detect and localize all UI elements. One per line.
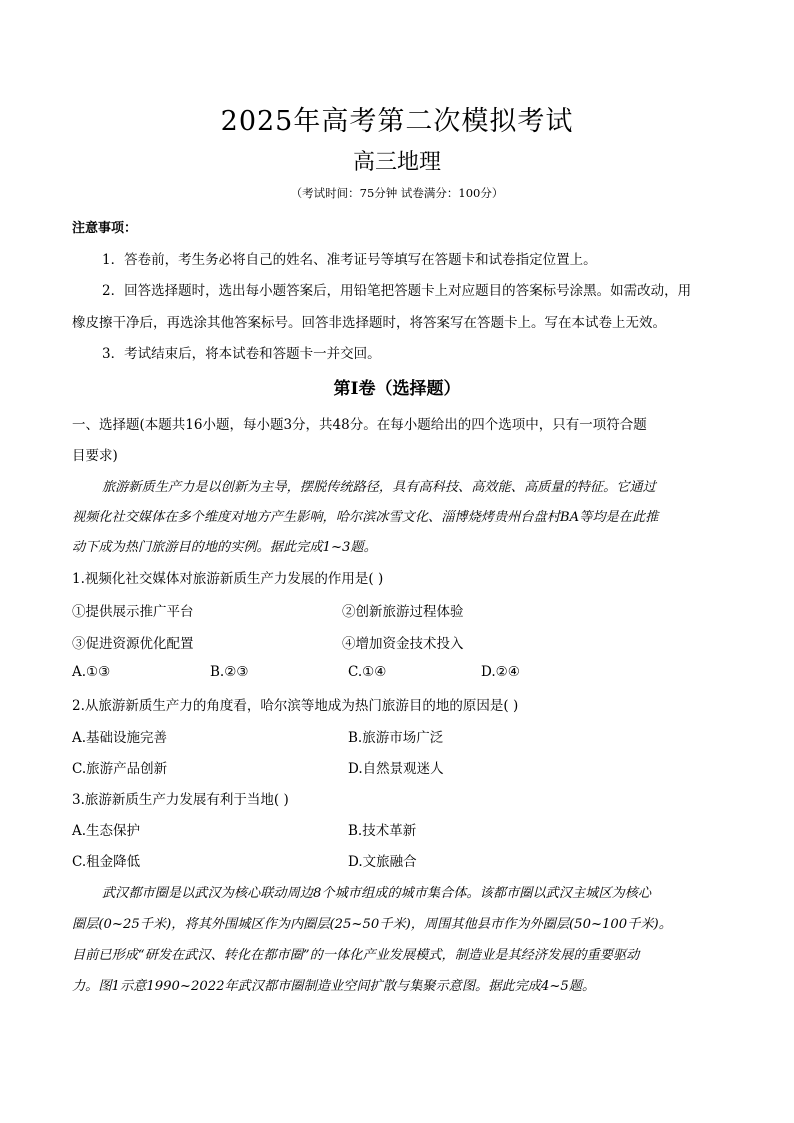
passage2-line-1: 武汉都市圈是以武汉为核心联动周边8个城市组成的城市集合体。该都市圈以武汉主城区为核心 [102, 886, 652, 901]
q1-statement-3: ③促进资源优化配置 [72, 636, 194, 652]
q2-option-d: D.自然景观迷人 [348, 761, 444, 777]
notes-line-3: 橡皮擦干净后，再选涂其他答案标号。回答非选择题时，将答案写在答题卡上。写在本试卷上无效。 [72, 315, 666, 331]
notes-heading: 注意事项： [72, 221, 138, 236]
passage1-line-2: 视频化社交媒体在多个维度对地方产生影响，哈尔滨冰雪文化、淄博烧烤贵州台盘村BA等均是在此推 [72, 510, 659, 525]
q1-statement-1: ①提供展示推广平台 [72, 604, 194, 620]
q1-option-b: B.②③ [210, 664, 249, 680]
passage1-line-1: 旅游新质生产力是以创新为主导，摆脱传统路径，具有高科技、高效能、高质量的特征。它通过 [102, 480, 656, 495]
q2-option-a: A.基础设施完善 [72, 730, 168, 746]
passage2-line-3: 目前已形成“研发在武汉、转化在都市圈”的一体化产业发展模式，制造业是其经济发展的重要驱动 [72, 948, 640, 963]
notes-line-4: 3．考试结束后，将本试卷和答题卡一并交回。 [102, 346, 381, 362]
q3-option-b: B.技术革新 [348, 823, 417, 839]
exam-info: （考试时间：75分钟 试卷满分：100分） [290, 186, 504, 200]
section-intro-line-2: 目要求) [72, 448, 118, 464]
q3-option-a: A.生态保护 [72, 823, 141, 839]
q1-statement-4: ④增加资金技术投入 [342, 636, 464, 652]
q1-statement-2: ②创新旅游过程体验 [342, 604, 464, 620]
q2-option-c: C.旅游产品创新 [72, 761, 168, 777]
exam-title: 2025年高考第二次模拟考试 [220, 106, 574, 137]
notes-line-2: 2．回答选择题时，选出每小题答案后，用铅笔把答题卡上对应题目的答案标号涂黑。如需改动，用 [102, 283, 692, 299]
q1-option-a: A.①③ [72, 664, 111, 680]
q2-option-b: B.旅游市场广泛 [348, 730, 444, 746]
notes-line-1: 1．答卷前，考生务必将自己的姓名、准考证号等填写在答题卡和试卷指定位置上。 [102, 252, 597, 268]
q1-option-c: C.①④ [348, 664, 387, 680]
section-intro-line-1: 一、选择题(本题共16小题，每小题3分，共48分。在每小题给出的四个选项中，只有一项符合题 [72, 417, 647, 433]
section-title: 第Ⅰ卷（选择题） [333, 379, 461, 399]
q1-stem: 1.视频化社交媒体对旅游新质生产力发展的作用是( ) [72, 571, 384, 587]
subject-title: 高三地理 [352, 150, 441, 175]
passage2-line-4: 力。图1示意1990~2022年武汉都市圈制造业空间扩散与集聚示意图。据此完成4~5题。 [72, 979, 596, 994]
passage1-line-3: 动下成为热门旅游目的地的实例。据此完成1~3题。 [72, 540, 377, 555]
q3-option-d: D.文旅融合 [348, 854, 417, 870]
q2-stem: 2.从旅游新质生产力的角度看，哈尔滨等地成为热门旅游目的地的原因是( ) [72, 698, 519, 714]
q3-option-c: C.租金降低 [72, 854, 141, 870]
q1-option-d: D.②④ [481, 664, 520, 680]
q3-stem: 3.旅游新质生产力发展有利于当地( ) [72, 792, 289, 808]
passage2-line-2: 圈层(0~25千米)，将其外围城区作为内圈层(25~50千米)，周围其他县市作为外圈层(50~100千米)。 [72, 917, 672, 932]
